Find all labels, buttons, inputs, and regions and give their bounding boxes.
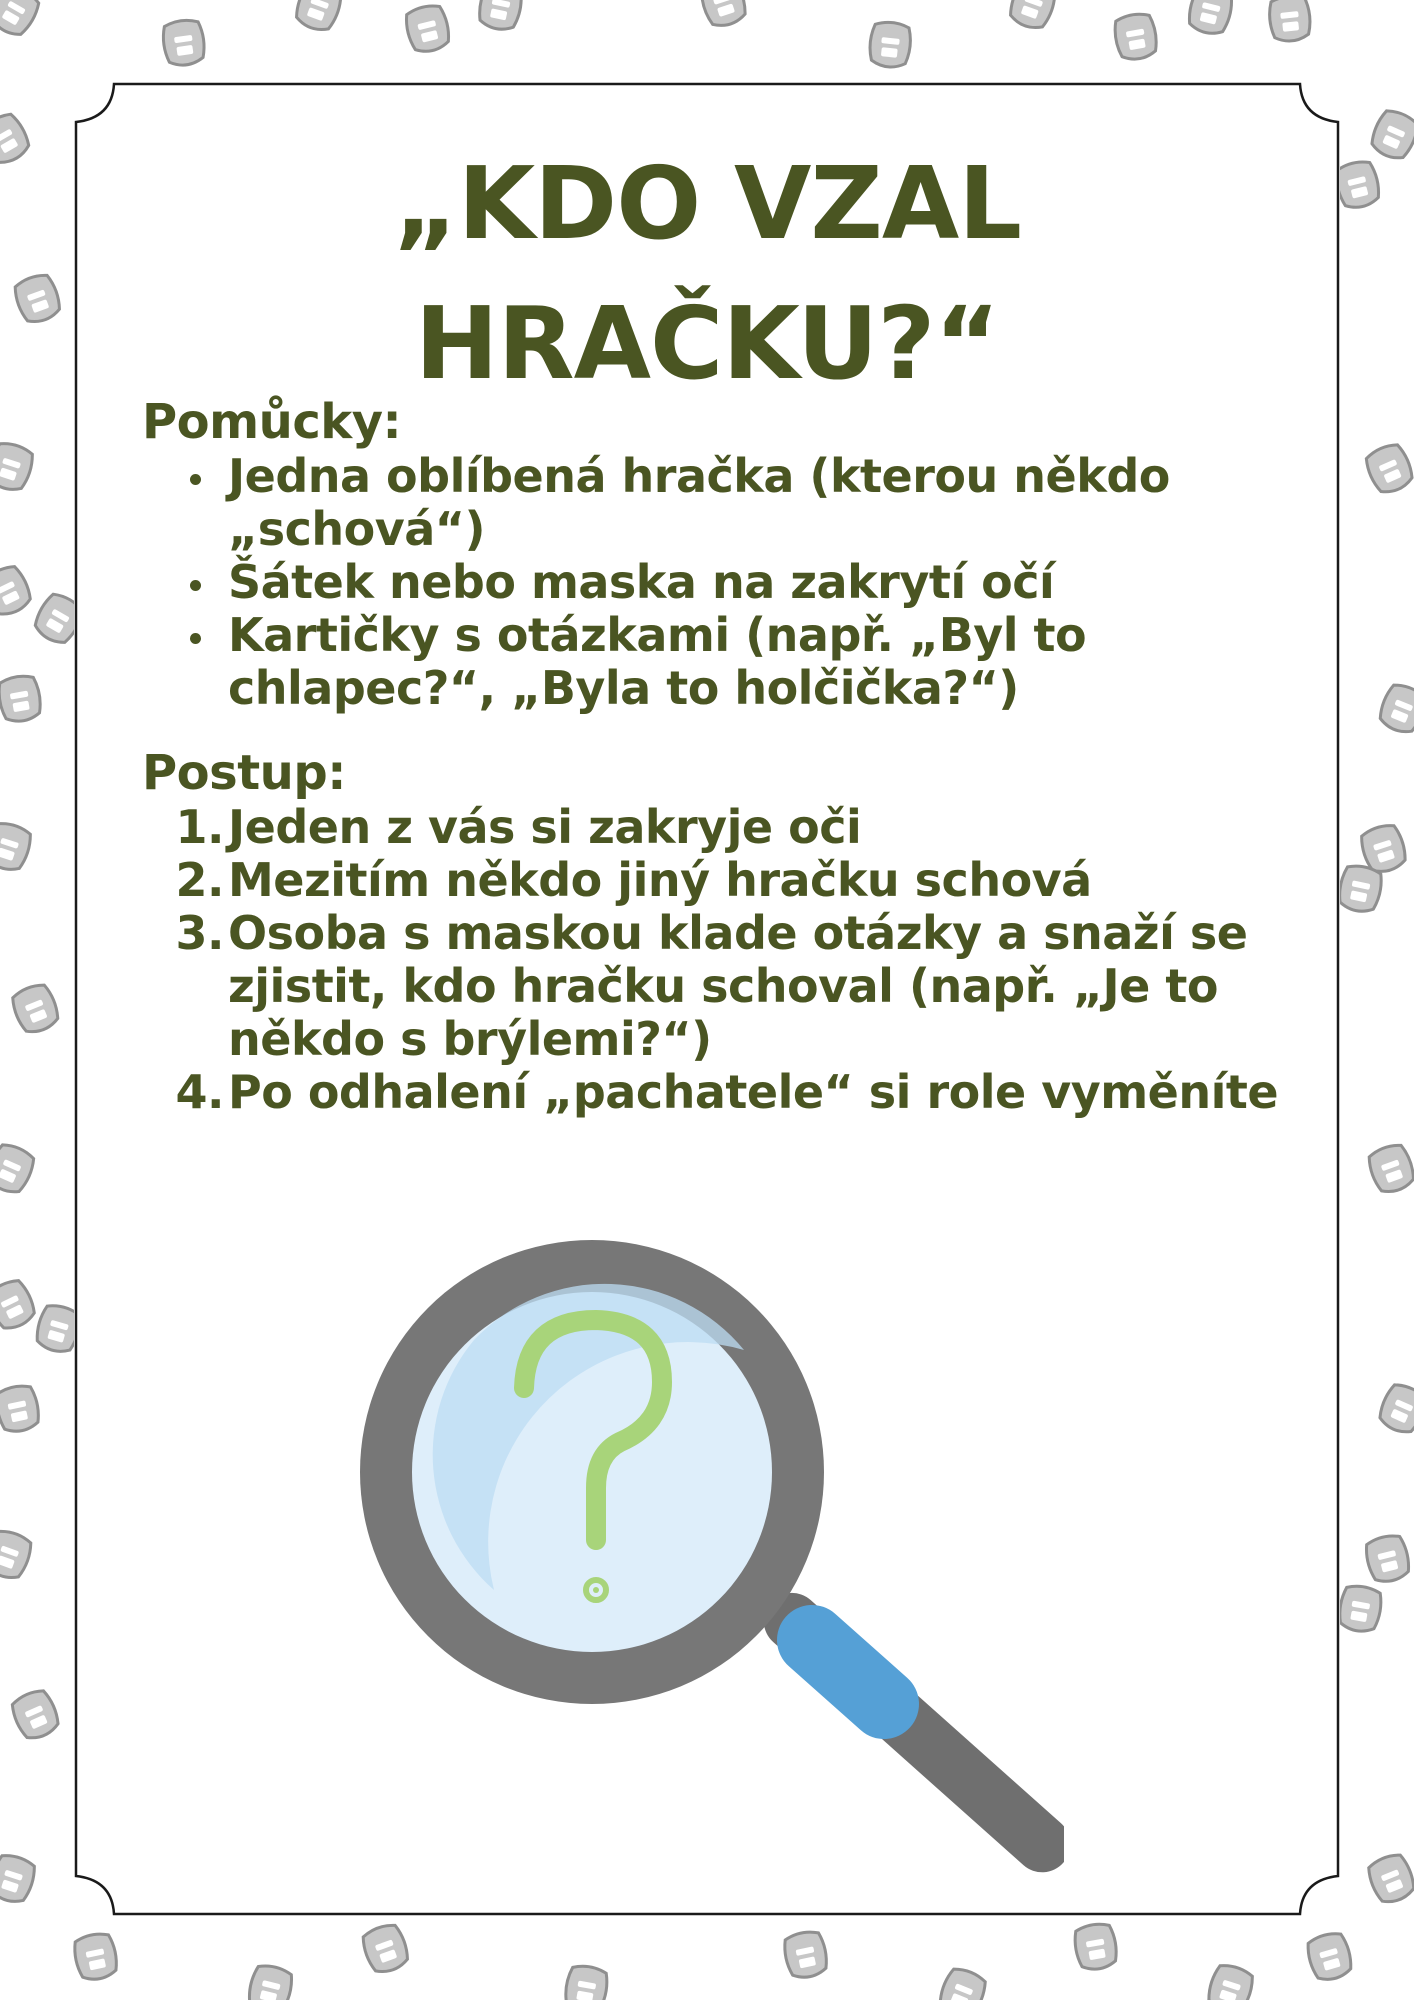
title-line-2: HRAČKU?“ bbox=[414, 285, 1000, 402]
tools-list bbox=[142, 450, 1292, 715]
procedure-heading: Postup: bbox=[142, 745, 346, 801]
step-number: 1. bbox=[175, 800, 224, 854]
tools-list-item: Šátek nebo maska na zakrytí očí bbox=[228, 556, 1292, 609]
magnifying-glass-question-icon bbox=[344, 1210, 1064, 1890]
procedure-steps bbox=[142, 801, 1292, 1119]
step-text: Mezitím někdo jiný hračku schová bbox=[228, 853, 1092, 907]
step-text: Jeden z vás si zakryje oči bbox=[228, 800, 862, 854]
procedure-step bbox=[175, 853, 1292, 907]
magnifier-handle bbox=[792, 1621, 1042, 1844]
title-line-1: „KDO VZAL bbox=[392, 145, 1022, 262]
step-text: Po odhalení „pachatele“ si role vyměníte bbox=[228, 1065, 1279, 1119]
step-number: 2. bbox=[175, 853, 224, 907]
tools-list-item: Kartičky s otázkami (např. „Byl to chlapec?“, „Byla to holčička?“) bbox=[228, 609, 1292, 715]
step-number: 3. bbox=[175, 906, 224, 960]
step-text: Osoba s maskou klade otázky a snaží se zjistit, kdo hračku schoval (např. „Je to někdo s brýlemi?“) bbox=[228, 906, 1248, 1066]
procedure-step bbox=[175, 906, 1292, 1066]
tools-list-item: Jedna oblíbená hračka (kterou někdo „schová“) bbox=[228, 450, 1292, 556]
procedure-step bbox=[175, 800, 1292, 854]
game-card bbox=[74, 82, 1340, 1916]
tools-heading: Pomůcky: bbox=[142, 394, 402, 450]
step-number: 4. bbox=[175, 1065, 224, 1119]
procedure-step bbox=[175, 1065, 1292, 1119]
page-title bbox=[74, 134, 1340, 414]
instructions bbox=[142, 394, 1292, 1119]
